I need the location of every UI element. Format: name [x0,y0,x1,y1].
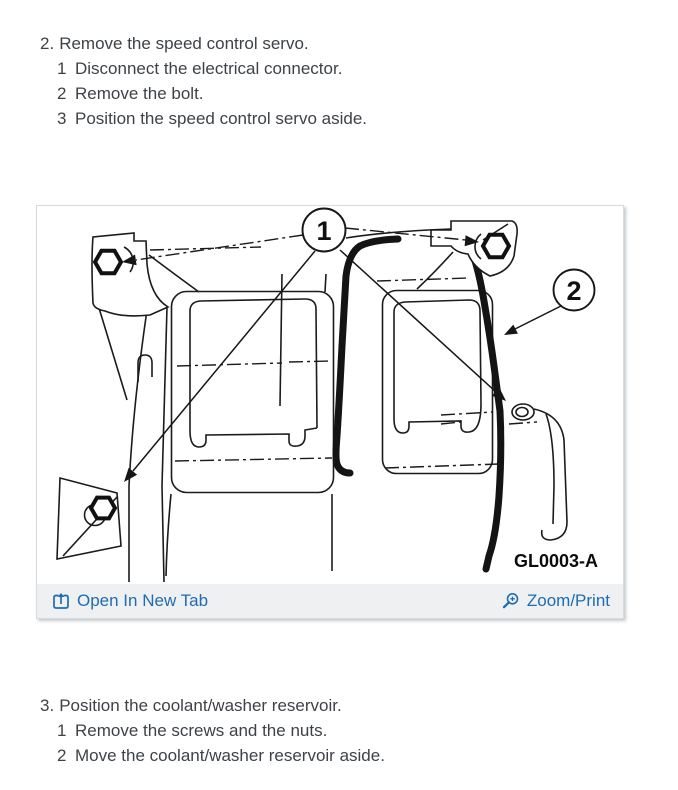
substep-number: 3 [57,109,67,128]
callout-1-label: 1 [316,216,332,246]
callout-2-label: 2 [566,276,582,306]
substep-text: Move the coolant/washer reservoir aside. [75,746,385,765]
step-2-heading [40,31,367,56]
substep-text: Remove the bolt. [75,84,204,103]
open-in-new-tab-link[interactable] [52,591,208,611]
figure-code: GL0003-A [514,551,599,571]
hex-nut-top-right [483,235,509,258]
step-3-heading [40,693,385,718]
zoom-print-label: Zoom/Print [526,591,610,610]
hex-nut-bottom-left [91,498,115,519]
servo-diagram [37,206,623,584]
callout-2 [554,270,595,311]
figure-image [37,206,623,584]
substep-number: 2 [57,84,67,103]
substep-number: 1 [57,721,67,740]
step-3-block [40,693,385,768]
open-in-new-tab-label: Open In New Tab [77,591,209,610]
substep-text: Disconnect the electrical connector. [75,59,343,78]
substep [57,718,385,743]
bracket-top-left [92,233,168,316]
step-2-substeps [57,56,367,131]
substep-number: 2 [57,746,67,765]
bracket-bottom-left [57,478,121,559]
substep-text: Position the speed control servo aside. [75,109,368,128]
substep [57,743,385,768]
magnifier-plus-icon [501,592,520,611]
step-number: 3. [40,696,55,715]
step-2-block [40,31,367,131]
body-panel-lines [99,229,499,582]
substep [57,56,367,81]
substep [57,81,367,106]
figure-card [36,205,624,619]
open-in-new-tab-icon [52,592,70,610]
callout-1 [303,209,346,252]
step-title: Position the coolant/washer reservoir. [59,696,342,715]
substep-text: Remove the screws and the nuts. [75,721,328,740]
step-3-substeps [57,718,385,768]
hose-tube-right [471,250,501,569]
step-number: 2. [40,34,55,53]
substep-number: 1 [57,59,67,78]
step-title: Remove the speed control servo. [59,34,309,53]
figure-toolbar [37,584,623,618]
hex-nut-top-left [95,251,121,274]
reservoir-flap [509,404,567,540]
zoom-print-link[interactable] [501,591,610,611]
substep [57,106,367,131]
